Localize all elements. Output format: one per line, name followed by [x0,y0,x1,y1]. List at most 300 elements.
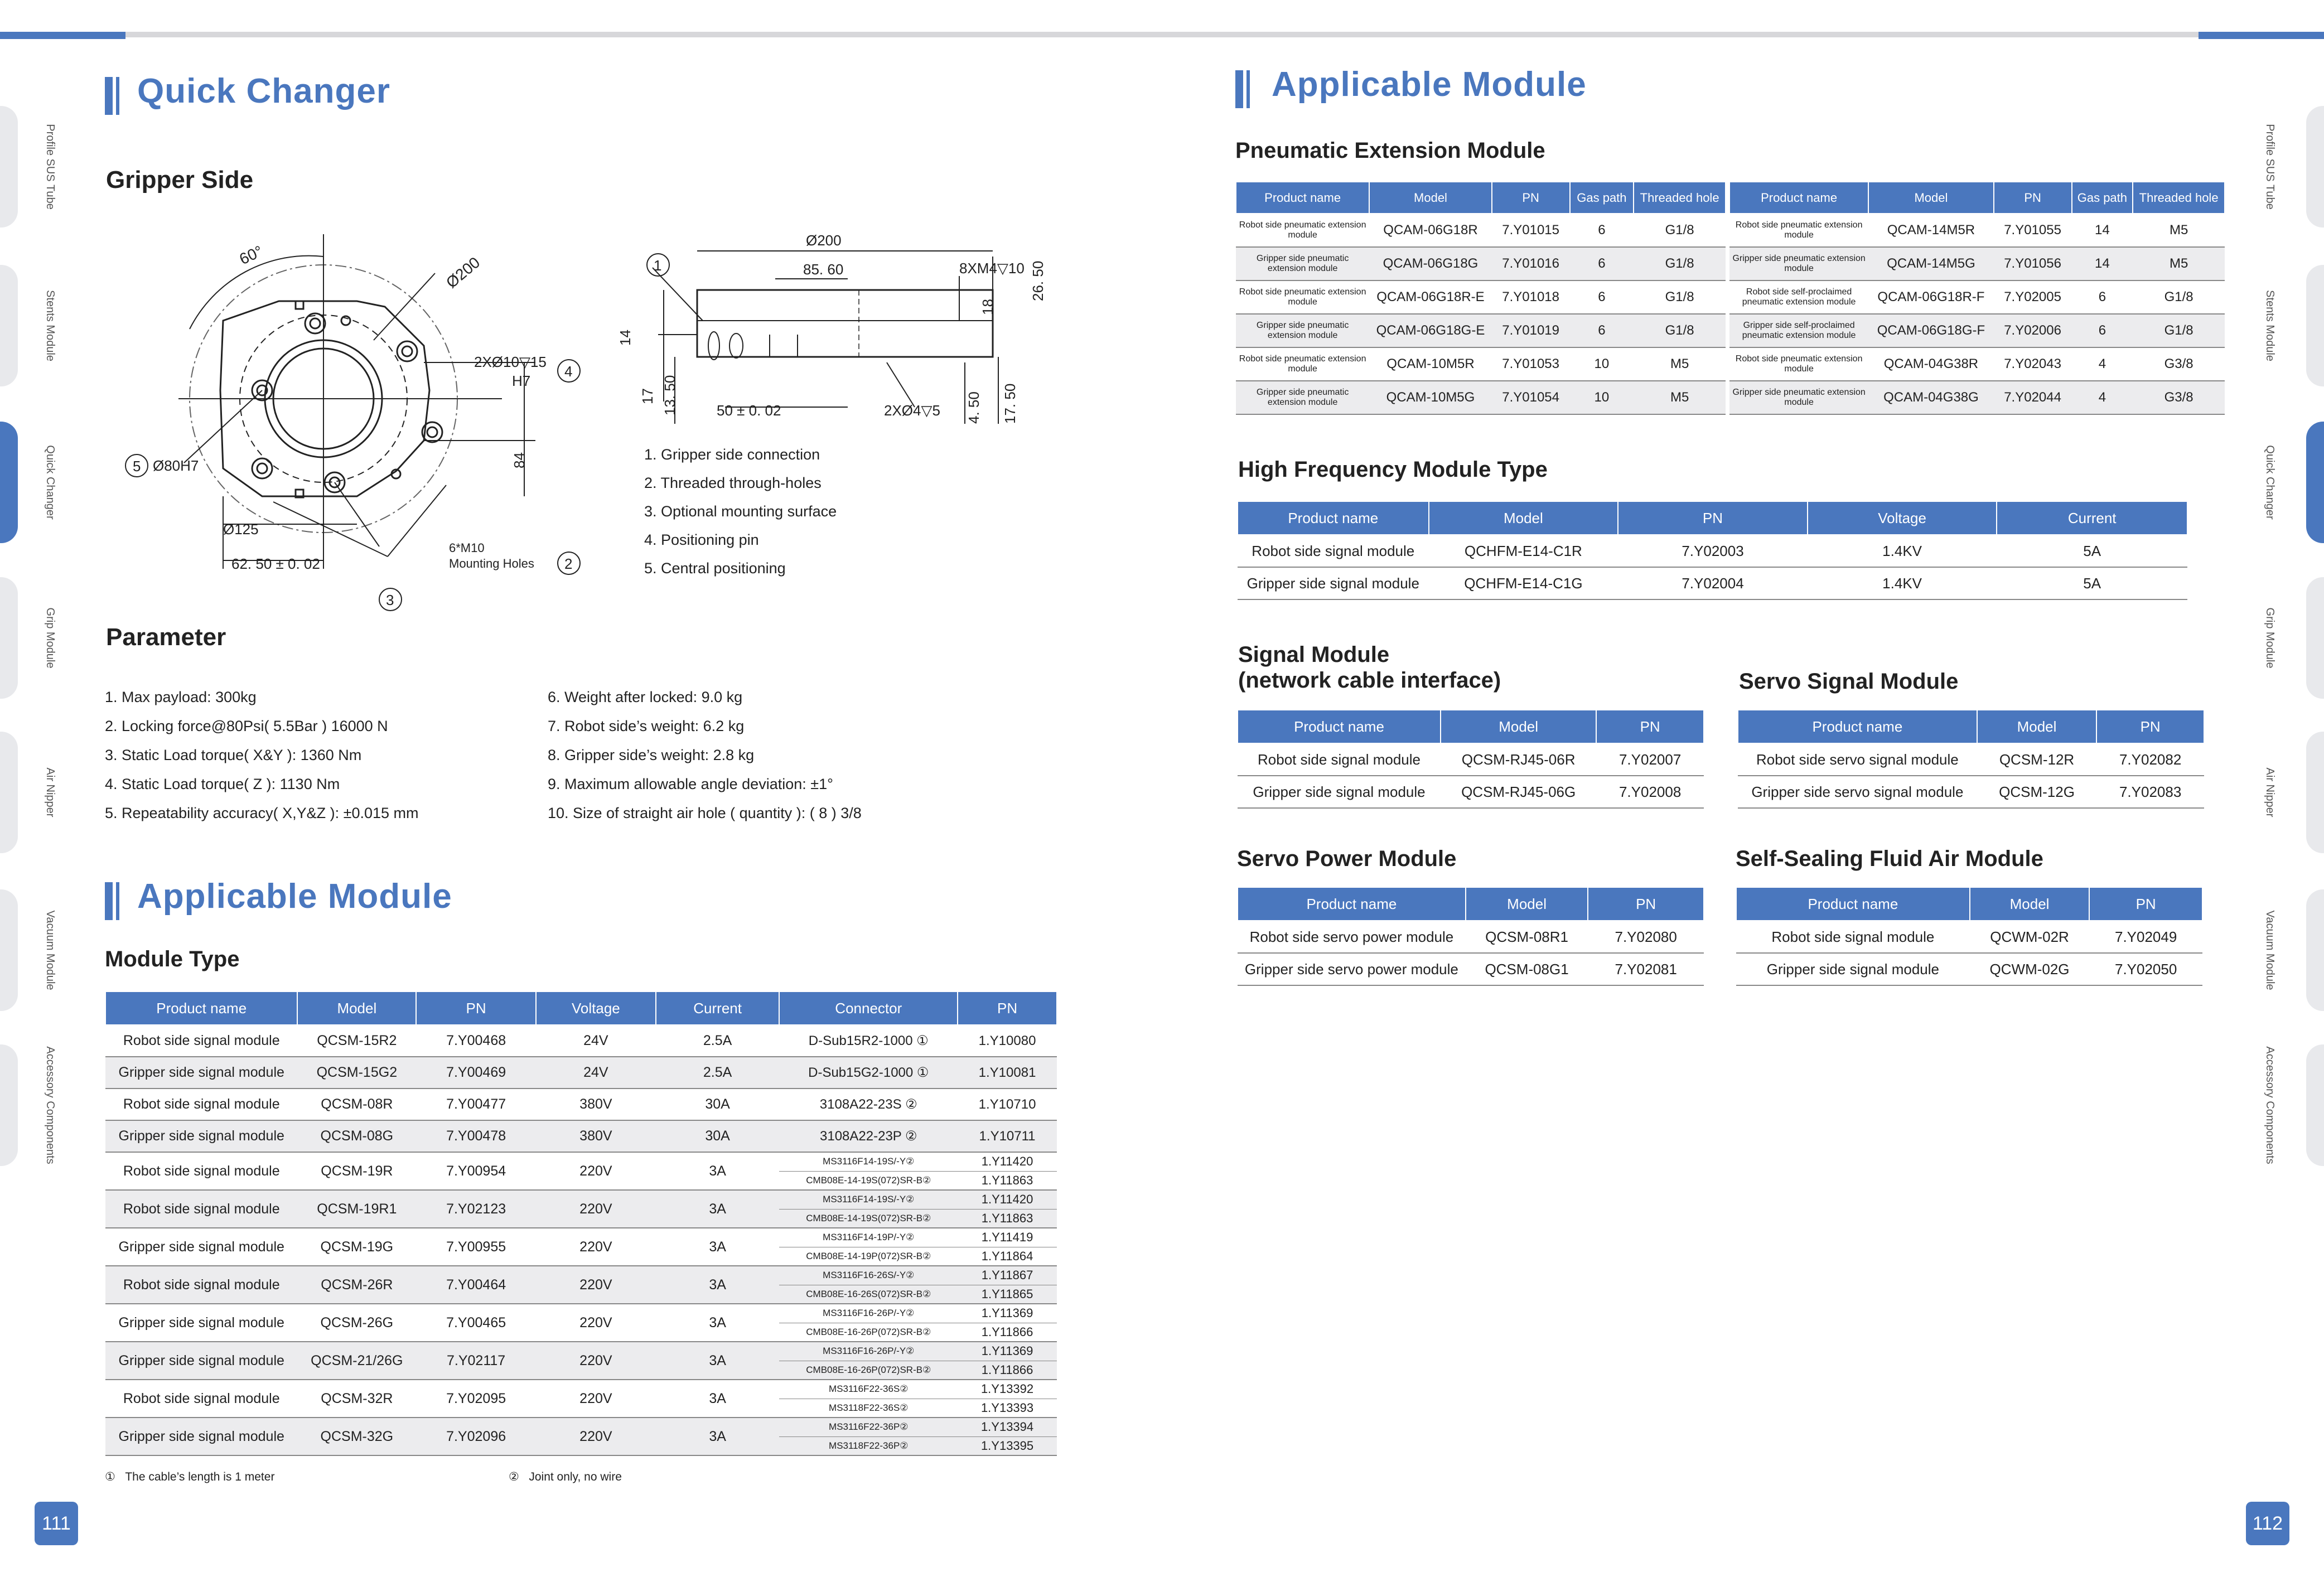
table-row [105,1304,1057,1323]
cell-connector-pn: 1.Y11420 [958,1190,1057,1209]
cell-model: QCSM-19R [297,1152,416,1190]
table-cell: 6 [1570,247,1634,280]
parameter-item: 1. Max payload: 300kg [105,689,257,705]
column-header: Gas path [1570,182,1634,214]
cell-connector: MS3118F22-36S② [779,1399,958,1418]
parameter-item: 5. Repeatability accuracy( X,Y&Z ): ±0.015 mm [105,805,419,821]
table-cell: 7.Y02080 [1588,921,1704,953]
dim-angle: 60° [236,242,265,268]
table-cell: 14 [2072,247,2133,280]
table-cell: QCAM-14M5R [1868,214,1993,247]
title-bar-icon [1235,70,1243,108]
cell-connector-pn: 1.Y13395 [958,1436,1057,1455]
cell-pn: 7.Y00464 [416,1266,536,1304]
dim-dia80: Ø80H7 [153,457,199,474]
side-18: 18 [979,299,996,315]
column-header: Product name [1729,182,1868,214]
cell-name: Gripper side signal module [105,1228,297,1266]
side-tab-label-right: Quick Changer [2264,445,2276,520]
table-cell: 5A [1997,535,2187,567]
table-row [105,1228,1057,1247]
column-header: Product name [1238,501,1429,535]
cell-name: Gripper side signal module [105,1418,297,1455]
table-cell: 6 [1570,314,1634,347]
cell-current: 30A [656,1120,780,1152]
table-cell: G3/8 [2133,381,2225,414]
side-tab-label-right: Accessory Components [2264,1046,2276,1164]
side-13-50: 13. 50 [661,375,678,415]
cell-connector: D-Sub15R2-1000 ① [779,1025,958,1057]
side-tab-left[interactable] [0,1044,18,1166]
servo-signal-table [1737,709,2205,809]
cell-connector: 3108A22-23P ② [779,1120,958,1152]
table-cell: Gripper side pneumatic extension module [1236,247,1369,280]
side-14: 14 [617,330,634,346]
table-cell: Gripper side signal module [1238,567,1429,599]
table-cell: 7.Y02049 [2089,921,2202,953]
legend-item: 2. Threaded through-holes [644,475,822,491]
table-cell: Gripper side pneumatic extension module [1236,381,1369,414]
cell-name: Robot side signal module [105,1190,297,1228]
section-title-pneumatic: Pneumatic Extension Module [1235,138,1545,163]
table-cell: 7.Y02081 [1588,953,1704,985]
table-cell: Gripper side servo power module [1238,953,1466,985]
table-cell: 7.Y01055 [1994,214,2072,247]
column-header: Voltage [536,991,656,1025]
cell-connector-pn: 1.Y10081 [958,1057,1057,1089]
table-row [105,1266,1057,1285]
cell-connector-pn: 1.Y11866 [958,1361,1057,1380]
footnote-1 [105,1470,274,1484]
table-cell: Robot side pneumatic extension module [1729,347,1868,381]
parameter-item: 8. Gripper side’s weight: 2.8 kg [548,747,755,763]
parameter-item: 2. Locking force@80Psi( 5.5Bar ) 16000 N [105,718,388,734]
cell-voltage: 220V [536,1304,656,1342]
cell-name: Gripper side signal module [105,1057,297,1089]
table-cell: QCWM-02G [1970,953,2090,985]
table-cell: 7.Y02050 [2089,953,2202,985]
cell-connector: MS3116F14-19S/-Y② [779,1190,958,1209]
cell-connector-pn: 1.Y10711 [958,1120,1057,1152]
cell-current: 2.5A [656,1025,780,1057]
column-header: Product name [1236,182,1369,214]
table-cell: G3/8 [2133,347,2225,381]
table-cell: QCSM-08R1 [1466,921,1588,953]
cell-name: Gripper side signal module [105,1304,297,1342]
footnote-2 [509,1470,622,1484]
cell-model: QCSM-32R [297,1380,416,1418]
parameter-item: 7. Robot side’s weight: 6.2 kg [548,718,745,734]
legend-item: 5. Central positioning [644,560,786,577]
column-header: Model [1429,501,1618,535]
cell-connector: MS3116F14-19P/-Y② [779,1228,958,1247]
column-header: Connector [779,991,958,1025]
table-cell: QCWM-02R [1970,921,2090,953]
column-header: PN [1492,182,1570,214]
top-accent-left [0,32,125,39]
title-bar-icon [1246,70,1250,108]
table-cell: 14 [2072,214,2133,247]
table-row [1729,214,2225,247]
side-tab-left[interactable] [0,732,18,853]
column-header: Voltage [1808,501,1997,535]
table-cell: Robot side pneumatic extension module [1236,214,1369,247]
table-cell: M5 [2133,247,2225,280]
table-cell: Gripper side signal module [1238,776,1441,808]
table-cell: 7.Y01015 [1492,214,1570,247]
column-header: Product name [105,991,297,1025]
cell-connector-pn: 1.Y11864 [958,1247,1057,1266]
cell-connector: MS3116F16-26P/-Y② [779,1304,958,1323]
table-cell: 1.4KV [1808,535,1997,567]
section-title-signal: Signal Module [1238,642,1390,667]
table-cell: Gripper side pneumatic extension module [1729,381,1868,414]
side-tab-right[interactable] [2306,577,2324,699]
table-cell: QCSM-08G1 [1466,953,1588,985]
cell-connector-pn: 1.Y11865 [958,1285,1057,1304]
side-tab-label-left: Accessory Components [44,1046,56,1164]
cell-connector: CMB08E-14-19S(072)SR-B② [779,1209,958,1228]
dim-h7: H7 [512,373,531,389]
table-cell: QCAM-14M5G [1868,247,1993,280]
cell-current: 3A [656,1152,780,1190]
cell-pn: 7.Y00477 [416,1089,536,1120]
side-tab-label-right: Profile SUS Tube [2264,124,2276,210]
table-cell: QCAM-10M5R [1369,347,1491,381]
legend-item: 1. Gripper side connection [644,446,820,463]
cell-voltage: 220V [536,1418,656,1455]
high-frequency-table [1237,501,2188,600]
column-header: Model [1466,887,1588,921]
table-row [1238,776,1704,808]
cell-pn: 7.Y02096 [416,1418,536,1455]
section-title-high-frequency: High Frequency Module Type [1238,457,1548,482]
title-bar-icon [116,882,119,920]
column-header: Product name [1238,887,1466,921]
cell-current: 2.5A [656,1057,780,1089]
cell-pn: 7.Y00469 [416,1057,536,1089]
cell-connector-pn: 1.Y11419 [958,1228,1057,1247]
table-cell: QCSM-12G [1977,776,2097,808]
column-header: Gas path [2072,182,2133,214]
callout-1: 1 [654,257,662,274]
cell-connector-pn: 1.Y13392 [958,1380,1057,1399]
cell-model: QCSM-19R1 [297,1190,416,1228]
table-header-row [1238,887,1704,921]
table-cell: 1.4KV [1808,567,1997,599]
cell-connector-pn: 1.Y11867 [958,1266,1057,1285]
section-title-servo-signal: Servo Signal Module [1739,669,1959,694]
cell-current: 3A [656,1228,780,1266]
table-cell: 10 [1570,381,1634,414]
cell-current: 3A [656,1418,780,1455]
side-tab-left[interactable] [0,106,18,228]
column-header: PN [1596,710,1704,743]
section-title-module-type: Module Type [105,947,240,971]
table-row [105,1342,1057,1361]
column-header: PN [1994,182,2072,214]
cell-connector: MS3116F14-19S/-Y② [779,1152,958,1171]
table-cell: QCSM-12R [1977,743,2097,776]
cell-voltage: 380V [536,1120,656,1152]
side-tab-right[interactable] [2306,265,2324,386]
title-bar-icon [116,77,119,115]
callout-4: 4 [564,363,573,380]
signal-module-table [1237,709,1704,809]
dim-mounting: 6*M10 [449,541,485,555]
table-row [1736,953,2202,985]
table-cell: 7.Y02082 [2096,743,2204,776]
table-cell: 4 [2072,381,2133,414]
footnote-2-mark: ② [509,1470,519,1483]
side-26-50: 26. 50 [1030,260,1046,301]
side-tab-label-left: Quick Changer [44,445,56,520]
gripper-front-view-drawing [112,223,613,625]
table-cell: 5A [1997,567,2187,599]
dim-mounting-holes: Mounting Holes [449,557,534,570]
column-header: Product name [1238,710,1441,743]
table-cell: QCAM-04G38G [1868,381,1993,414]
table-cell: 7.Y02083 [2096,776,2204,808]
fluid-air-table [1736,887,2203,986]
column-header: Model [1868,182,1993,214]
side-tab-label-right: Air Nipper [2264,767,2276,817]
table-cell: 7.Y02003 [1618,535,1808,567]
cell-pn: 7.Y00955 [416,1228,536,1266]
column-header: Current [1997,501,2187,535]
table-cell: Gripper side pneumatic extension module [1236,314,1369,347]
legend-item: 4. Positioning pin [644,531,759,548]
cell-connector-pn: 1.Y10710 [958,1089,1057,1120]
side-17-50: 17. 50 [1002,383,1018,424]
cell-connector: 3108A22-23S ② [779,1089,958,1120]
table-row [1238,953,1704,985]
side-85-60: 85. 60 [803,261,844,278]
cell-current: 30A [656,1089,780,1120]
side-tab-right[interactable] [2306,1044,2324,1166]
column-header: Threaded hole [2133,182,2225,214]
table-cell: Robot side servo power module [1238,921,1466,953]
table-cell: 10 [1570,347,1634,381]
cell-connector: MS3116F22-36S② [779,1380,958,1399]
table-cell: 7.Y02043 [1994,347,2072,381]
table-cell: QCAM-06G18G-F [1868,314,1993,347]
dim-dia200: Ø200 [442,253,484,292]
side-tab-label-left: Stents Module [44,290,56,361]
section-subtitle-signal: (network cable interface) [1238,668,1501,693]
cell-voltage: 220V [536,1190,656,1228]
table-cell: 6 [1570,214,1634,247]
cell-model: QCSM-15G2 [297,1057,416,1089]
cell-model: QCSM-26R [297,1266,416,1304]
cell-current: 3A [656,1380,780,1418]
table-cell: Gripper side signal module [1736,953,1970,985]
table-row [1236,314,1726,347]
column-header: PN [2096,710,2204,743]
table-cell: Gripper side servo signal module [1738,776,1977,808]
module-type-table [105,991,1057,1456]
cell-pn: 7.Y02117 [416,1342,536,1380]
cell-connector-pn: 1.Y11369 [958,1342,1057,1361]
cell-voltage: 24V [536,1057,656,1089]
table-header-row [1238,710,1704,743]
table-row [105,1152,1057,1171]
table-cell: 6 [1570,280,1634,314]
table-cell: QCAM-06G18G-E [1369,314,1491,347]
side-tab-right[interactable] [2306,732,2324,853]
page-number-left: 111 [35,1502,78,1545]
side-tab-right[interactable] [2306,422,2324,543]
column-header: PN [2089,887,2202,921]
side-tab-left[interactable] [0,577,18,699]
table-row [1738,776,2204,808]
side-tab-right[interactable] [2306,889,2324,1011]
callout-5: 5 [133,458,141,475]
cell-current: 3A [656,1266,780,1304]
table-cell: M5 [1634,381,1726,414]
table-header-row [105,991,1057,1025]
parameter-item: 4. Static Load torque( Z ): 1130 Nm [105,776,340,792]
table-cell: 7.Y01056 [1994,247,2072,280]
cell-connector: MS3116F22-36P② [779,1418,958,1436]
section-title-fluid: Self-Sealing Fluid Air Module [1736,846,2043,871]
table-cell: QCAM-04G38R [1868,347,1993,381]
table-cell: Robot side pneumatic extension module [1729,214,1868,247]
cell-name: Gripper side signal module [105,1342,297,1380]
table-row [105,1025,1057,1057]
cell-connector-pn: 1.Y11863 [958,1209,1057,1228]
top-accent-right [2199,32,2324,39]
table-cell: 4 [2072,347,2133,381]
callout-2: 2 [564,555,573,572]
table-cell: QCAM-10M5G [1369,381,1491,414]
table-row [1236,347,1726,381]
side-tab-left[interactable] [0,265,18,386]
cell-voltage: 220V [536,1342,656,1380]
side-tab-label-right: Stents Module [2264,290,2276,361]
column-header: PN [1618,501,1808,535]
section-title-gripper-side: Gripper Side [106,166,254,194]
side-tab-label-left: Vacuum Module [44,910,56,990]
side-dia200: Ø200 [806,232,842,249]
table-cell: M5 [1634,347,1726,381]
table-cell: QCAM-06G18G [1369,247,1491,280]
column-header: Model [1441,710,1596,743]
servo-power-table [1237,887,1704,986]
cell-pn: 7.Y00478 [416,1120,536,1152]
cell-current: 3A [656,1342,780,1380]
title-bar-icon [105,882,113,920]
cell-model: QCSM-21/26G [297,1342,416,1380]
column-header: Model [1977,710,2097,743]
cell-model: QCSM-32G [297,1418,416,1455]
table-row [105,1418,1057,1436]
column-header: PN [416,991,536,1025]
table-cell: QCSM-RJ45-06G [1441,776,1596,808]
table-row [1236,381,1726,414]
cell-model: QCSM-08G [297,1120,416,1152]
gripper-side-view-drawing [613,223,1071,435]
table-row [105,1190,1057,1209]
table-header-row [1729,182,2225,214]
pneumatic-table-left [1235,181,1726,415]
cell-name: Robot side signal module [105,1025,297,1057]
cell-current: 3A [656,1304,780,1342]
table-cell: Robot side signal module [1238,743,1441,776]
parameter-item: 3. Static Load torque( X&Y ): 1360 Nm [105,747,362,763]
table-cell: QCHFM-E14-C1R [1429,535,1618,567]
cell-pn: 7.Y00954 [416,1152,536,1190]
side-tab-left[interactable] [0,422,18,543]
table-cell: Robot side self-proclaimed pneumatic extension module [1729,280,1868,314]
cell-pn: 7.Y02123 [416,1190,536,1228]
side-tab-right[interactable] [2306,106,2324,228]
cell-connector: CMB08E-14-19P(072)SR-B② [779,1247,958,1266]
table-cell: 6 [2072,314,2133,347]
table-row [1736,921,2202,953]
cell-model: QCSM-19G [297,1228,416,1266]
section-title-servo-power: Servo Power Module [1237,846,1457,871]
table-cell: 7.Y02044 [1994,381,2072,414]
footnote-1-mark: ① [105,1470,115,1483]
cell-connector: CMB08E-16-26P(072)SR-B② [779,1361,958,1380]
column-header: PN [958,991,1057,1025]
table-row [105,1089,1057,1120]
table-cell: 7.Y01016 [1492,247,1570,280]
table-row [1238,921,1704,953]
table-cell: G1/8 [2133,314,2225,347]
column-header: Current [656,991,780,1025]
cell-connector-pn: 1.Y13394 [958,1418,1057,1436]
table-cell: G1/8 [2133,280,2225,314]
title-bar-icon [105,77,113,115]
table-row [1236,247,1726,280]
cell-model: QCSM-15R2 [297,1025,416,1057]
side-tab-left[interactable] [0,889,18,1011]
cell-voltage: 24V [536,1025,656,1057]
cell-connector-pn: 1.Y11863 [958,1171,1057,1190]
cell-connector: MS3116F16-26S/-Y② [779,1266,958,1285]
table-cell: Robot side pneumatic extension module [1236,347,1369,381]
table-row [1729,247,2225,280]
cell-name: Gripper side signal module [105,1120,297,1152]
dim-84: 84 [511,452,528,468]
table-cell: 7.Y01019 [1492,314,1570,347]
table-cell: Robot side signal module [1238,535,1429,567]
side-tab-label-left: Air Nipper [44,767,56,817]
dim-dia125: Ø125 [223,521,259,538]
table-row [1238,535,2187,567]
table-row [1729,347,2225,381]
side-8xm4: 8XM4▽10 [959,260,1025,277]
table-cell: 6 [2072,280,2133,314]
table-cell: Gripper side self-proclaimed pneumatic extension module [1729,314,1868,347]
cell-connector: CMB08E-16-26S(072)SR-B② [779,1285,958,1304]
dim-62-50: 62. 50 ± 0. 02 [231,555,320,572]
side-2x4: 2XØ4▽5 [884,402,940,419]
cell-voltage: 220V [536,1380,656,1418]
table-cell: G1/8 [1634,280,1726,314]
side-50: 50 ± 0. 02 [717,402,781,419]
side-tab-label-right: Vacuum Module [2264,910,2276,990]
cell-connector-pn: 1.Y11420 [958,1152,1057,1171]
cell-voltage: 220V [536,1152,656,1190]
table-cell: Gripper side pneumatic extension module [1729,247,1868,280]
cell-connector-pn: 1.Y13393 [958,1399,1057,1418]
column-header: Model [297,991,416,1025]
cell-connector-pn: 1.Y11369 [958,1304,1057,1323]
table-row [1738,743,2204,776]
